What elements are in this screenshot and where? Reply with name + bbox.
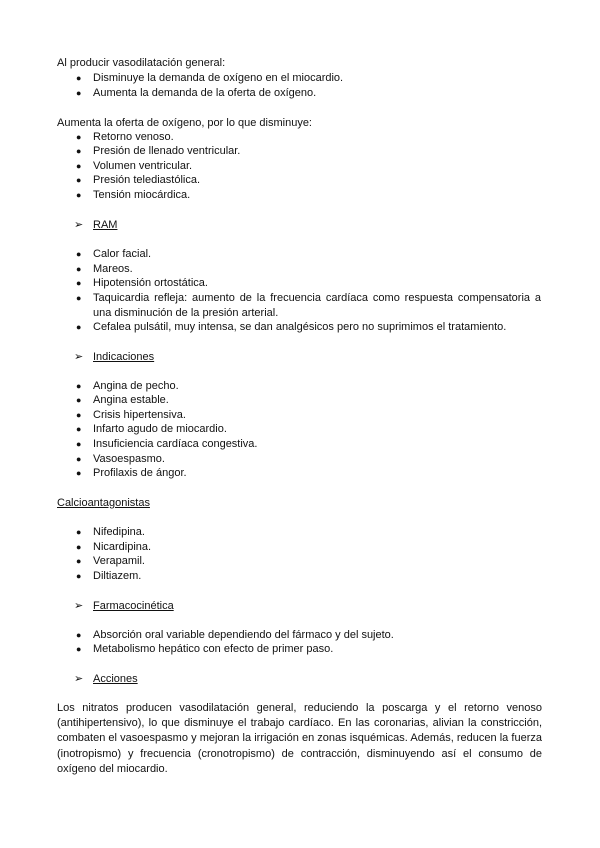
vasodilation-intro: Al producir vasodilatación general: [57,57,226,69]
list-item: Metabolismo hepático con efecto de primer paso. [93,643,334,655]
bullet-icon: ● [76,264,82,274]
calcioantagonistas-heading: Calcioantagonistas [57,497,150,509]
ram-heading: RAM [93,219,118,231]
bullet-icon: ● [76,322,82,332]
list-item: Hipotensión ortostática. [93,277,208,289]
bullet-icon: ● [76,293,82,303]
list-item: Disminuye la demanda de oxígeno en el miocardio. [93,72,344,84]
list-item: Angina estable. [93,394,169,406]
bullet-icon: ● [76,454,82,464]
list-item: Vasoespasmo. [93,453,165,465]
bullet-icon: ● [76,556,82,566]
bullet-icon: ● [76,468,82,478]
acciones-paragraph: Los nitratos producen vasodilatación general, reduciendo la poscarga y el retorno venoso (antihipertensivo), lo que disminuye el trabajo cardíaco. En las coronarias, alivian la constricción, combaten el vasoespasmo y mejoran la irrigación en zonas isquémicas. Además, reducen la fuerza (inotropismo) y frecuencia (cronotropismo) de contracción, disminuyendo así el consumo de oxígeno del miocardio. [57,702,542,775]
list-item: Crisis hipertensiva. [93,409,186,421]
bullet-icon: ● [76,146,82,156]
indicaciones-heading: Indicaciones [93,351,155,363]
bullet-icon: ● [76,439,82,449]
list-item: Volumen ventricular. [93,160,193,172]
list-item: Tensión miocárdica. [93,189,191,201]
list-item: Angina de pecho. [93,380,179,392]
list-item: Calor facial. [93,248,152,260]
list-item: Profilaxis de ángor. [93,467,187,479]
arrow-bullet-icon: ➢ [74,219,84,231]
bullet-icon: ● [76,88,82,98]
oxygen-supply-intro: Aumenta la oferta de oxígeno, por lo que disminuye: [57,117,312,129]
list-item: Retorno venoso. [93,131,174,143]
bullet-icon: ● [76,161,82,171]
bullet-icon: ● [76,571,82,581]
list-item: Presión de llenado ventricular. [93,145,241,157]
bullet-icon: ● [76,249,82,259]
bullet-icon: ● [76,73,82,83]
bullet-icon: ● [76,175,82,185]
bullet-icon: ● [76,190,82,200]
bullet-icon: ● [76,395,82,405]
list-item: Nicardipina. [93,541,152,553]
list-item: Verapamil. [93,555,145,567]
arrow-bullet-icon: ➢ [74,673,84,685]
bullet-icon: ● [76,278,82,288]
bullet-icon: ● [76,132,82,142]
list-item: Diltiazem. [93,570,142,582]
list-item: Taquicardia refleja: aumento de la frecuencia cardíaca como respuesta compensatoria a una disminución de la presión arterial. [93,292,541,319]
arrow-bullet-icon: ➢ [74,600,84,612]
list-item: Infarto agudo de miocardio. [93,423,227,435]
acciones-heading: Acciones [93,673,138,685]
list-item: Aumenta la demanda de la oferta de oxígeno. [93,87,317,99]
list-item: Nifedipina. [93,526,145,538]
bullet-icon: ● [76,410,82,420]
list-item: Absorción oral variable dependiendo del fármaco y del sujeto. [93,629,394,641]
bullet-icon: ● [76,630,82,640]
bullet-icon: ● [76,424,82,434]
bullet-icon: ● [76,381,82,391]
list-item: Presión telediastólica. [93,174,201,186]
bullet-icon: ● [76,527,82,537]
bullet-icon: ● [76,644,82,654]
arrow-bullet-icon: ➢ [74,351,84,363]
list-item: Mareos. [93,263,133,275]
farmacocinetica-heading: Farmacocinética [93,600,174,612]
list-item: Insuficiencia cardíaca congestiva. [93,438,258,450]
bullet-icon: ● [76,542,82,552]
list-item: Cefalea pulsátil, muy intensa, se dan analgésicos pero no suprimimos el tratamiento. [93,321,507,333]
